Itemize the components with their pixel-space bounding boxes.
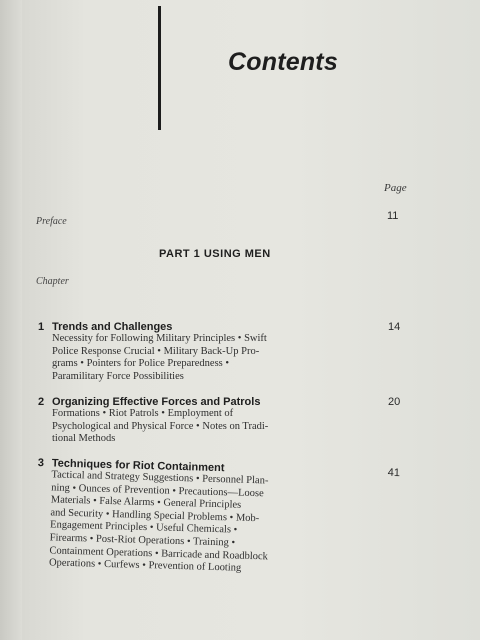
toc-entry-heading — [38, 321, 368, 333]
description-line: Materials • False Alarms • General Principles — [50, 494, 242, 511]
description-line: Tactical and Strategy Suggestions • Personnel Plan- — [51, 469, 269, 487]
toc-entry-heading — [38, 396, 368, 408]
chapter-number: 3 — [37, 457, 45, 470]
description-line: Engagement Principles • Useful Chemicals • — [49, 519, 238, 536]
description-line: grams • Pointers for Police Preparedness • — [52, 358, 230, 370]
part-title: PART 1 USING MEN — [159, 248, 271, 260]
chapter-title: Trends and Challenges — [52, 321, 173, 333]
description-line: Necessity for Following Military Principles • Swift — [52, 333, 267, 344]
chapter-description — [52, 408, 327, 446]
description-line: Paramilitary Force Possibilities — [52, 370, 184, 382]
chapter-title: Techniques for Riot Containment — [51, 457, 225, 475]
chapter-number: 2 — [38, 396, 45, 408]
description-line: Formations • Riot Patrols • Employment of — [52, 408, 234, 419]
page-title: Contents — [228, 48, 338, 76]
page-shadow — [0, 0, 22, 640]
description-line: Psychological and Physical Force • Notes on Tradi- — [52, 420, 269, 432]
page-column-header: Page — [384, 182, 407, 194]
chapter-number: 1 — [38, 321, 45, 333]
chapter-page-number: 41 — [387, 466, 401, 480]
description-line: tional Methods — [52, 433, 116, 445]
description-line: Operations • Curfews • Prevention of Looting — [48, 557, 242, 574]
preface-label: Preface — [36, 216, 67, 227]
description-line: Containment Operations • Barricade and Roadblock — [49, 544, 269, 563]
decorative-rule — [158, 6, 161, 130]
description-line: Firearms • Post-Riot Operations • Training • — [49, 532, 236, 549]
description-line: and Security • Handling Special Problems • Mob- — [50, 507, 260, 524]
chapter-page-number: 14 — [388, 321, 401, 333]
toc-entry-2 — [38, 396, 401, 446]
chapter-title: Organizing Effective Forces and Patrols — [52, 396, 261, 408]
toc-entry-1 — [38, 321, 401, 383]
preface-page-number: 11 — [387, 210, 399, 222]
toc-entry-3 — [35, 457, 401, 579]
chapter-column-label: Chapter — [36, 276, 69, 287]
description-line: Police Response Crucial • Military Back-Up Pro- — [52, 345, 260, 357]
chapter-description — [49, 469, 327, 577]
description-line: ning • Ounces of Prevention • Precautions—Loose — [51, 481, 264, 499]
chapter-page-number: 20 — [388, 396, 401, 408]
chapter-description — [52, 333, 327, 383]
